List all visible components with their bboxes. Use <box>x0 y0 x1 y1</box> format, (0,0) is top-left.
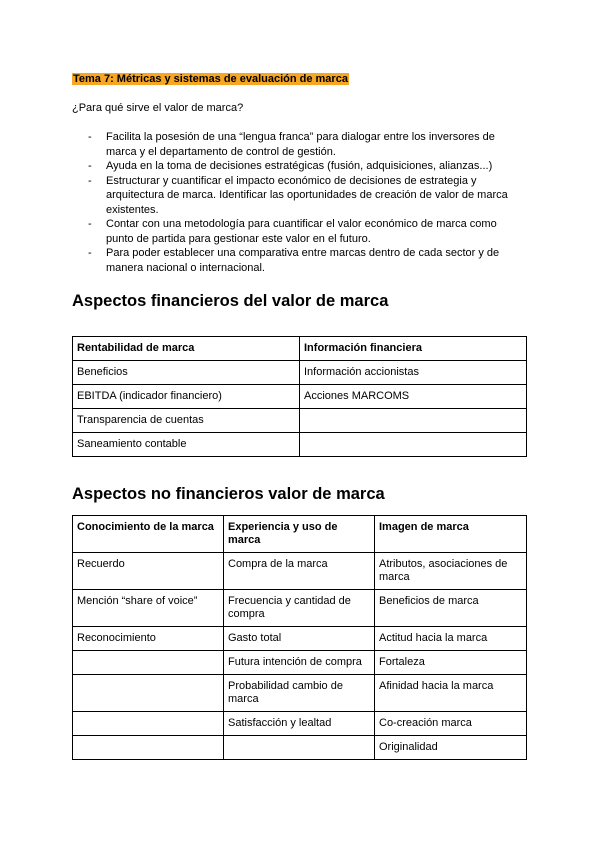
table-row <box>73 627 527 651</box>
column-header: Conocimiento de la marca <box>73 516 224 553</box>
table-cell: Satisfacción y lealtad <box>224 712 375 736</box>
table-row <box>73 736 527 760</box>
table-cell: Probabilidad cambio de marca <box>224 675 375 712</box>
column-header: Imagen de marca <box>375 516 527 553</box>
table-cell: Futura intención de compra <box>224 651 375 675</box>
table-cell <box>73 712 224 736</box>
table-cell: Co-creación marca <box>375 712 527 736</box>
list-item: - Ayuda en la toma de decisiones estratégicas (fusión, adquisiciones, alianzas...) <box>88 159 518 174</box>
table-row <box>73 409 527 433</box>
table-row <box>73 675 527 712</box>
list-item: - Estructurar y cuantificar el impacto económico de decisiones de estrategia y arquitectura de marca. Identificar las oportunidades de creación de valor de marca existentes. <box>88 174 518 218</box>
table-cell <box>73 736 224 760</box>
column-header: Rentabilidad de marca <box>73 337 300 361</box>
table-row <box>73 651 527 675</box>
table-header-row <box>73 516 527 553</box>
page-title <box>72 72 349 86</box>
table-cell <box>73 651 224 675</box>
title-highlight: Tema 7: Métricas y sistemas de evaluación de marca <box>73 73 348 85</box>
section-heading-nonfinancial: Aspectos no financieros valor de marca <box>72 485 385 503</box>
table-row <box>73 433 527 457</box>
list-item: - Para poder establecer una comparativa entre marcas dentro de cada sector y de manera nacional o internacional. <box>88 246 518 275</box>
table-header-row <box>73 337 527 361</box>
table-cell <box>224 736 375 760</box>
table-cell: Atributos, asociaciones de marca <box>375 553 527 590</box>
table-cell <box>300 409 527 433</box>
table-row <box>73 712 527 736</box>
table-cell: Originalidad <box>375 736 527 760</box>
table-cell: Afinidad hacia la marca <box>375 675 527 712</box>
table-cell: Frecuencia y cantidad de compra <box>224 590 375 627</box>
table-cell: Beneficios de marca <box>375 590 527 627</box>
financial-aspects-table <box>72 336 527 457</box>
table-cell: Transparencia de cuentas <box>73 409 300 433</box>
table-cell: Recuerdo <box>73 553 224 590</box>
table-row <box>73 385 527 409</box>
column-header: Experiencia y uso de marca <box>224 516 375 553</box>
table-cell: Gasto total <box>224 627 375 651</box>
table-cell: Beneficios <box>73 361 300 385</box>
list-item: - Facilita la posesión de una “lengua franca” para dialogar entre los inversores de marca y el departamento de control de gestión. <box>88 130 518 159</box>
nonfinancial-aspects-table <box>72 515 527 760</box>
table-row <box>73 553 527 590</box>
intro-question: ¿Para qué sirve el valor de marca? <box>72 102 244 114</box>
table-row <box>73 361 527 385</box>
table-cell: Actitud hacia la marca <box>375 627 527 651</box>
table-cell: Fortaleza <box>375 651 527 675</box>
table-cell: Compra de la marca <box>224 553 375 590</box>
column-header: Información financiera <box>300 337 527 361</box>
section-heading-financial: Aspectos financieros del valor de marca <box>72 292 389 310</box>
table-row <box>73 590 527 627</box>
list-item: - Contar con una metodología para cuantificar el valor económico de marca como punto de partida para gestionar este valor en el futuro. <box>88 217 518 246</box>
table-cell <box>300 433 527 457</box>
benefits-list <box>88 130 518 275</box>
table-cell: Saneamiento contable <box>73 433 300 457</box>
table-cell <box>73 675 224 712</box>
table-cell: Información accionistas <box>300 361 527 385</box>
table-cell: Acciones MARCOMS <box>300 385 527 409</box>
table-cell: EBITDA (indicador financiero) <box>73 385 300 409</box>
table-cell: Reconocimiento <box>73 627 224 651</box>
table-cell: Mención “share of voice” <box>73 590 224 627</box>
